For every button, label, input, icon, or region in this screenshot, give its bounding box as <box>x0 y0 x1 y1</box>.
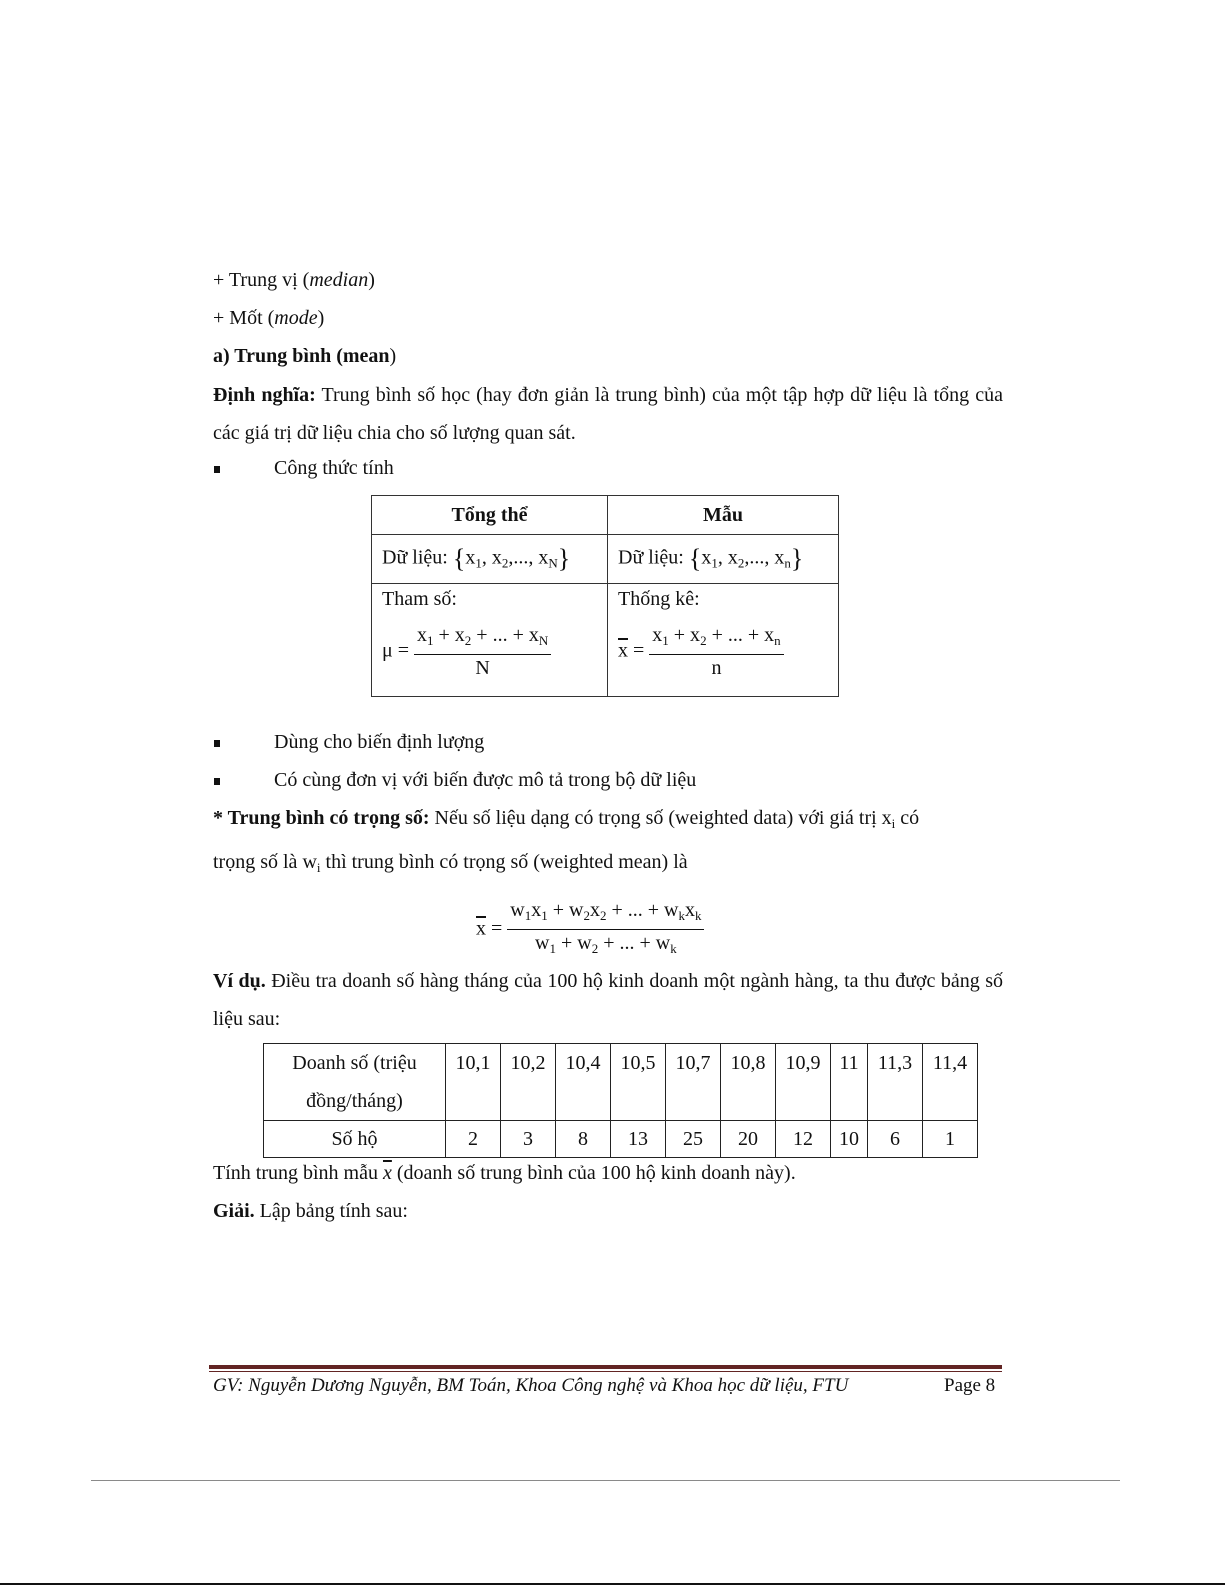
footer-rule-thin <box>209 1371 1002 1372</box>
weighted-mean-formula: $\overline{x}$ = $\frac{w_1x_1 + w_2x_2 + ... + w_kx_k}{w_1 + w_2 + ... + w_k}$ <box>476 898 704 962</box>
header-population: Tổng thể <box>372 496 608 535</box>
table-cell: 10,8 <box>721 1044 776 1121</box>
table-row <box>372 535 839 584</box>
table-cell: 2 <box>446 1121 501 1158</box>
bullet-text: Có cùng đơn vị với biến được mô tả trong bộ dữ liệu <box>274 769 697 791</box>
list-item-mode <box>213 307 324 330</box>
text: trọng số là <box>213 851 303 873</box>
table-cell: 6 <box>868 1121 923 1158</box>
heading-text: ) <box>389 345 397 367</box>
page-separator <box>91 1480 1120 1481</box>
subscript: i <box>316 860 321 875</box>
table-cell: 10,2 <box>501 1044 556 1121</box>
text: ) <box>368 269 375 291</box>
bullet-unit <box>213 769 696 792</box>
example-label: Ví dụ. <box>213 970 266 992</box>
table-cell: 10,7 <box>666 1044 721 1121</box>
weighted-label: * Trung bình có trọng số: <box>213 807 430 829</box>
statistic-label: Thống kê: <box>618 588 700 610</box>
sample-data-cell: Dữ liệu: {$x_1$, $x_2$,..., $x_n$} <box>608 535 839 584</box>
solution-text: Lập bảng tính sau: <box>254 1200 408 1222</box>
bullet-text: Dùng cho biến định lượng <box>274 731 485 753</box>
solution-line <box>213 1200 408 1223</box>
text: ) <box>317 307 325 329</box>
definition-text: Trung bình số học (hay đơn giản là trung bình) của một tập hợp dữ liệu là tổng của các giá trị dữ liệu chia cho số lượng quan sát. <box>213 384 1003 444</box>
table-cell: 10 <box>831 1121 868 1158</box>
population-mean-formula: μ = $\frac{x_1 + x_2 + ... + x_N}{N}$ <box>382 623 597 681</box>
text: Nếu số liệu dạng có trọng số (weighted data) với giá trị <box>429 807 882 829</box>
data-label: Dữ liệu: <box>382 546 448 569</box>
table-cell: 10,4 <box>556 1044 611 1121</box>
table-cell: 20 <box>721 1121 776 1158</box>
table-row-households <box>264 1121 978 1158</box>
table-row-sales <box>264 1044 978 1121</box>
row-header-sales: Doanh số (triệu đồng/tháng) <box>264 1044 446 1121</box>
text: + Mốt ( <box>213 307 275 329</box>
footer-page-number: Page 8 <box>944 1375 996 1396</box>
subscript: i <box>891 816 896 831</box>
table-cell: 8 <box>556 1121 611 1158</box>
table-cell: 13 <box>611 1121 666 1158</box>
sample-statistic-cell <box>608 584 839 697</box>
text: thì trung bình có trọng số (weighted mean) là <box>320 851 688 873</box>
table-cell: 25 <box>666 1121 721 1158</box>
text: + Trung vị ( <box>213 269 310 291</box>
solution-label: Giải. <box>213 1200 255 1222</box>
term-mode: mode <box>274 307 318 329</box>
bullet-text: Công thức tính <box>274 457 394 479</box>
footer-rule-thick <box>209 1365 1002 1369</box>
header-sample: Mẫu <box>608 496 839 535</box>
table-header-row <box>372 496 839 535</box>
table-cell: 11,4 <box>923 1044 978 1121</box>
var-xbar: $\overline{x}$ <box>382 1162 392 1184</box>
table-cell: 1 <box>923 1121 978 1158</box>
text: Tính trung bình mẫu <box>213 1162 383 1184</box>
list-item-median <box>213 269 375 292</box>
var-x: x <box>881 807 892 829</box>
table-cell: 10,1 <box>446 1044 501 1121</box>
table-cell: 12 <box>776 1121 831 1158</box>
parameter-label: Tham số: <box>382 588 457 610</box>
data-label: Dữ liệu: <box>618 546 684 569</box>
table-cell: 3 <box>501 1121 556 1158</box>
definition-label: Định nghĩa: <box>213 384 316 406</box>
weighted-mean-paragraph-line2 <box>213 851 688 876</box>
footer-author: GV: Nguyễn Dương Nguyễn, BM Toán, Khoa Công nghệ và Khoa học dữ liệu, FTU <box>213 1375 849 1396</box>
definition-paragraph <box>213 376 1003 452</box>
sales-data-table <box>263 1043 978 1158</box>
table-cell: 11,3 <box>868 1044 923 1121</box>
text: (doanh số trung bình của 100 hộ kinh doanh này). <box>391 1162 796 1184</box>
bullet-square-icon <box>214 778 220 785</box>
table-cell: 11 <box>831 1044 868 1121</box>
example-text: Điều tra doanh số hàng tháng của 100 hộ kinh doanh một ngành hàng, ta thu được bảng số liệu sau: <box>213 970 1003 1030</box>
population-parameter-cell <box>372 584 608 697</box>
weighted-mean-paragraph-line1 <box>213 807 919 832</box>
bullet-square-icon <box>214 740 220 747</box>
table-row <box>372 584 839 697</box>
table-cell: 10,9 <box>776 1044 831 1121</box>
heading-text: a) Trung bình (mean <box>213 345 390 367</box>
bullet-formula <box>213 457 394 480</box>
section-heading-mean <box>213 345 396 368</box>
population-data-cell: Dữ liệu: {$x_1$, $x_2$,..., $x_N$} <box>372 535 608 584</box>
var-w: w <box>302 851 317 873</box>
example-paragraph <box>213 962 1003 1038</box>
bullet-square-icon <box>214 466 220 473</box>
term-median: median <box>309 269 369 291</box>
bullet-quantitative <box>213 731 484 754</box>
task-line <box>213 1162 796 1185</box>
text: có <box>895 807 920 829</box>
row-header-households: Số hộ <box>264 1121 446 1158</box>
formula-table <box>371 495 839 697</box>
table-cell: 10,5 <box>611 1044 666 1121</box>
sample-mean-formula: $\overline{x}$ = $\frac{x_1 + x_2 + ... + x_n}{n}$ <box>618 623 828 681</box>
